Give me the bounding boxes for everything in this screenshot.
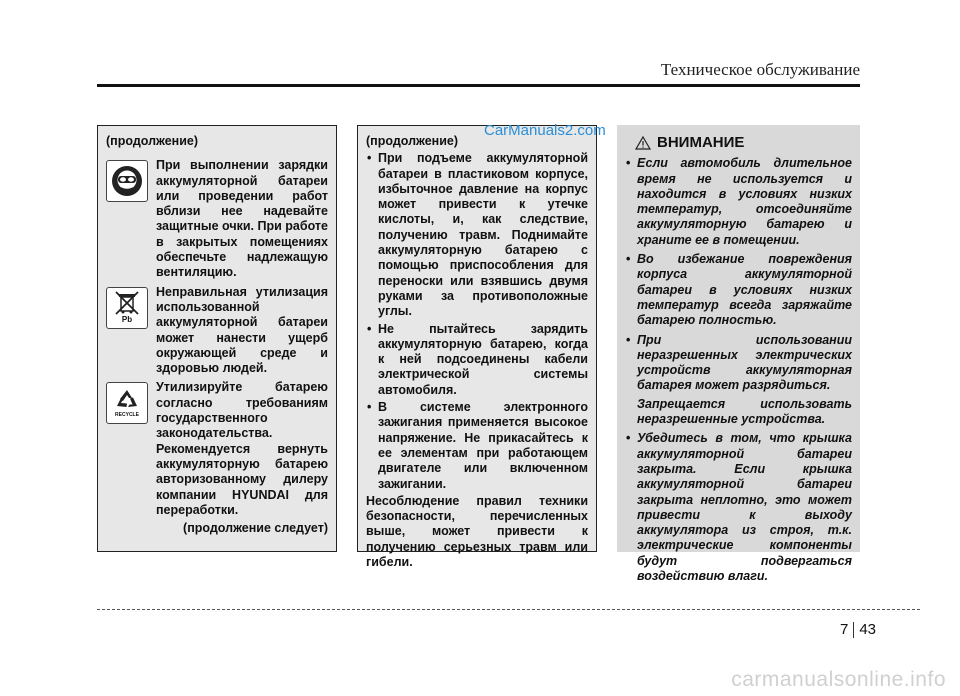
safety-column-left <box>97 125 337 552</box>
continued-label: (продолжение) <box>106 134 199 148</box>
safety-bullet-list <box>366 151 588 492</box>
list-item: • Если автомобиль длительное время не используется и находится в условиях низких температур, отсоединяйте аккумуляторную батарею и храните ее в помещении. <box>625 156 852 248</box>
closing-text: Несоблюдение правил техники безопасности, перечисленных выше, может привести к получению серьезных травм или гибели. <box>366 493 588 570</box>
list-item: • Не пытайтесь зарядить аккумуляторную батарею, когда к ней подсоединены кабели электрической системы автомобиля. <box>366 322 588 398</box>
safety-goggles-icon <box>106 160 148 202</box>
list-item: • Убедитесь в том, что крышка аккумуляторной батареи закрыта. Если крышка аккумуляторной батареи закрыта неплотно, это может привести к выходу аккумулятора из строя, т.к. электрические компоненты будут подвергаться воздействию влаги. <box>625 431 852 584</box>
page-number <box>840 621 876 638</box>
footer-rule <box>97 609 920 610</box>
recycle-icon <box>106 382 148 424</box>
goggles-block <box>106 158 328 280</box>
recycle-block <box>106 380 328 518</box>
footer-site-watermark: carmanualsonline.info <box>731 668 946 691</box>
list-item-subtext: Запрещается использовать неразрешенные устройства. <box>637 396 852 427</box>
list-item: • При использовании неразрешенных электрических устройств аккумуляторная батарея может разрядиться. Запрещается использовать неразрешенные устройства. <box>625 333 852 428</box>
page-number-value: 43 <box>859 621 877 638</box>
header-title: Техническое обслуживание <box>660 60 860 79</box>
crossed-bin-pb-icon <box>106 287 148 329</box>
watermark-link[interactable]: CarManuals2.com <box>484 122 606 139</box>
disposal-block <box>106 285 328 377</box>
header-rule <box>97 84 860 87</box>
pb-label: Pb <box>121 315 133 325</box>
recycle-label: RECYCLE <box>115 411 139 418</box>
caution-title <box>635 135 852 150</box>
goggles-text: При выполнении зарядки аккумуляторной батареи или проведении работ вблизи нее надевайте защитные очки. При работе в закрытых помещениях обеспечьте надлежащую вентиляцию. <box>156 158 328 280</box>
chapter-number: 7 <box>840 621 849 638</box>
safety-column-middle <box>357 125 597 570</box>
caution-box <box>617 125 860 584</box>
caution-list <box>625 156 852 584</box>
continued-next-label: (продолжение следует) <box>183 521 328 536</box>
list-item: • В системе электронного зажигания применяется высокое напряжение. Не прикасайтесь к ее элементам при работающем двигателе или включенном зажигании. <box>366 400 588 492</box>
list-item: • Во избежание повреждения корпуса аккумуляторной батареи в условиях низких температур всегда заряжайте батарею полностью. <box>625 252 852 328</box>
warning-triangle-icon <box>635 136 651 150</box>
caution-title-text: ВНИМАНИЕ <box>657 134 745 151</box>
recycle-text: Утилизируйте батарею согласно требованиям государственного законодательства. Рекомендуется вернуть аккумуляторную батарею авторизованному дилеру компании HYUNDAI для переработки. <box>156 380 328 517</box>
page-separator <box>853 622 854 638</box>
disposal-text: Неправильная утилизация использованной аккумуляторной батареи может нанести ущерб окружающей среде и здоровью людей. <box>156 284 328 376</box>
continued-label: (продолжение) <box>366 134 459 148</box>
list-item: • При подъеме аккумуляторной батареи в пластиковом корпусе, избыточное давление на корпус может привести к утечке кислоты, и, как следствие, получению травм. Поднимайте аккумуляторную батарею с помощью приспособления для переноски или взявшись двумя руками за противоположные углы. <box>366 151 588 319</box>
